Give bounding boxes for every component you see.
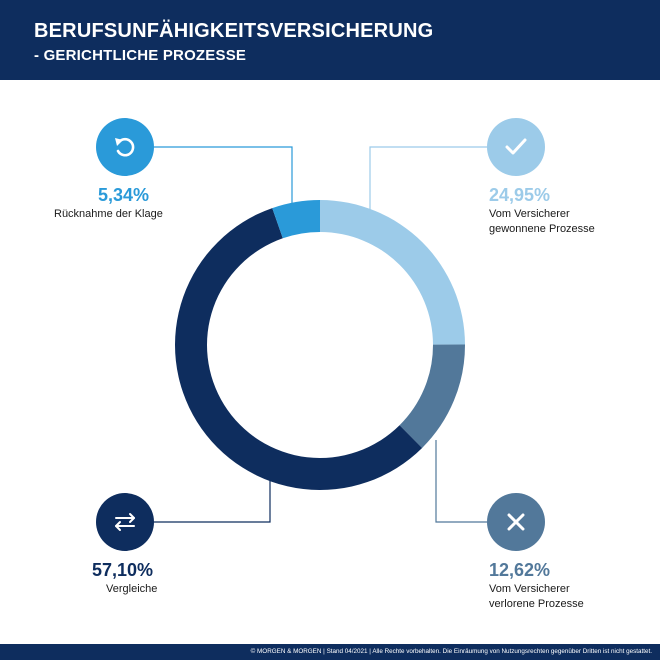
verloren-percent: 12,62% <box>489 560 551 580</box>
vergleiche-label: Vergleiche <box>106 583 158 595</box>
connector-vergleiche <box>153 470 270 522</box>
undo-icon <box>110 132 140 162</box>
donut-slice-gewonnen <box>320 200 465 345</box>
vergleiche-percent: 57,10% <box>92 560 154 580</box>
cross-icon <box>501 507 531 537</box>
gewonnen-label-line1: Vom Versicherer <box>489 208 570 220</box>
gewonnen-label-line2: gewonnene Prozesse <box>489 223 595 235</box>
donut-slice-verloren <box>400 345 465 448</box>
verloren-label-line2: verlorene Prozesse <box>489 598 584 610</box>
ruecknahme-badge <box>96 118 154 176</box>
verloren-badge <box>487 493 545 551</box>
gewonnen-percent: 24,95% <box>489 185 551 205</box>
page-title: BERUFSUNFÄHIGKEITSVERSICHERUNG <box>34 20 434 42</box>
connector-ruecknahme <box>153 147 292 212</box>
connector-gewonnen <box>370 147 487 210</box>
verloren-label-line1: Vom Versicherer <box>489 583 570 595</box>
footer-copyright: © MORGEN & MORGEN | Stand 04/2021 | Alle Rechte vorbehalten. Die Einräumung von Nutzungsrechten gegenüber Dritten ist nicht gestattet. <box>0 644 660 660</box>
vergleiche-badge <box>96 493 154 551</box>
swap-arrows-icon <box>110 507 140 537</box>
gewonnen-badge <box>487 118 545 176</box>
page-subtitle: - GERICHTLICHE PROZESSE <box>34 47 247 64</box>
connector-verloren <box>436 440 487 522</box>
check-icon <box>501 132 531 162</box>
donut-slices <box>175 200 465 490</box>
ruecknahme-percent: 5,34% <box>98 185 150 205</box>
ruecknahme-label: Rücknahme der Klage <box>54 208 163 220</box>
